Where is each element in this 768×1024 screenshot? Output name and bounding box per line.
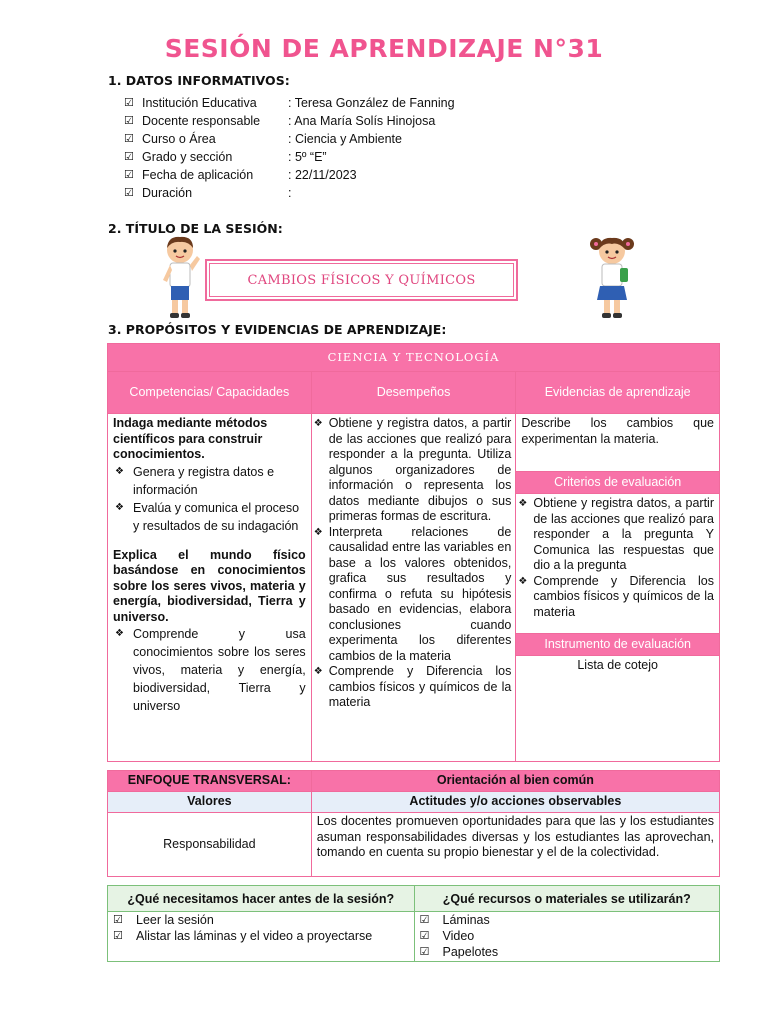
criterios-cell (516, 494, 720, 634)
instrumento-header: Instrumento de evaluación (516, 634, 720, 656)
propositos-table (107, 343, 720, 762)
datos-label: Curso o Área (142, 132, 216, 146)
antes-list (108, 912, 408, 944)
boy-student-illustration (158, 234, 202, 320)
col-header-actitudes: Actitudes y/o acciones observables (311, 792, 719, 813)
enfoque-table (107, 770, 720, 877)
section-heading-titulo: 2. TÍTULO DE LA SESIÓN: (108, 221, 283, 236)
capacidades-list (113, 463, 306, 535)
datos-value: : Ana María Solís Hinojosa (288, 114, 436, 128)
list-item: ☑ Papelotes (415, 944, 719, 960)
datos-row (124, 112, 455, 130)
datos-value: : Ciencia y Ambiente (288, 132, 402, 146)
col-header-valores: Valores (108, 792, 312, 813)
area-header: CIENCIA Y TECNOLOGÍA (108, 344, 720, 372)
preparacion-table (107, 885, 720, 962)
datos-list (124, 94, 455, 202)
datos-value: : Teresa González de Fanning (288, 96, 455, 110)
checkbox-icon: ☑ (124, 115, 134, 127)
capacidades-list (113, 625, 306, 715)
checkbox-icon: ☑ (124, 187, 134, 199)
competencia-title: Indaga mediante métodos científicos para construir conocimientos. (113, 416, 268, 461)
list-item: ❖ Obtiene y registra datos, a partir de las acciones que realizó para responder a la pregunta Y Comunica las respuestas que dio a la pregunta (518, 496, 714, 574)
list-item: ❖ Obtiene y registra datos, a partir de las acciones que realizó para responder a la pregunta. Utiliza algunos organizadores de información o representa los datos mediante dibujos o sus primeras formas de escritura. (314, 416, 512, 525)
antes-cell (108, 912, 415, 962)
list-item: ❖ Evalúa y comunica el proceso y resultados de su indagación (113, 499, 306, 535)
evidencia-cell: Describe los cambios que experimentan la materia. (516, 414, 720, 472)
section-heading-propositos: 3. PROPÓSITOS Y EVIDENCIAS DE APRENDIZAJE: (108, 322, 447, 337)
section-heading-datos: 1. DATOS INFORMATIVOS: (108, 73, 290, 88)
col-header-desempenos: Desempeños (311, 372, 516, 414)
list-item: ☑ Video (415, 928, 719, 944)
checkbox-icon: ☑ (124, 169, 134, 181)
list-item: ❖ Interpreta relaciones de causalidad entre las variables en base a los valores obtenidos, grafica sus resultados y confirma o refuta su hipótesis basado en evidencias, elabora conclusiones cuando experimenta los diferentes cambios de la materia (314, 525, 512, 665)
datos-label: Institución Educativa (142, 96, 257, 110)
datos-row (124, 148, 455, 166)
enfoque-value: Orientación al bien común (311, 771, 719, 792)
datos-row (124, 94, 455, 112)
valor-cell: Responsabilidad (108, 813, 312, 877)
desempenos-list (314, 416, 512, 711)
list-item: ❖ Comprende y Diferencia los cambios físicos y químicos de la materia (314, 664, 512, 711)
recursos-list (415, 912, 719, 960)
datos-label: Duración (142, 186, 193, 200)
datos-label: Grado y sección (142, 150, 233, 164)
criterios-list (518, 496, 714, 620)
criterios-header: Criterios de evaluación (516, 472, 720, 494)
recursos-cell (414, 912, 719, 962)
datos-row (124, 166, 455, 184)
list-item: ❖ Genera y registra datos e información (113, 463, 306, 499)
enfoque-label: ENFOQUE TRANSVERSAL: (108, 771, 312, 792)
datos-value: : 22/11/2023 (288, 168, 357, 182)
session-title-box (205, 259, 518, 301)
girl-student-illustration (590, 234, 634, 320)
datos-label: Docente responsable (142, 114, 261, 128)
list-item: ❖ Comprende y usa conocimientos sobre los seres vivos, materia y energía, biodiversidad, Tierra y universo (113, 625, 306, 715)
checkbox-icon: ☑ (124, 133, 134, 145)
checkbox-icon: ☑ (124, 97, 134, 109)
desempenos-cell (311, 414, 516, 762)
datos-label: Fecha de aplicación (142, 168, 254, 182)
list-item: ☑ Láminas (415, 912, 719, 928)
session-title: CAMBIOS FÍSICOS Y QUÍMICOS (209, 263, 514, 297)
datos-value: : 5º “E” (288, 150, 327, 164)
competencia-title: Explica el mundo físico basándose en conocimientos sobre los seres vivos, materia y energía, biodiversidad, Tierra y universo. (113, 547, 306, 624)
list-item: ☑ Leer la sesión (108, 912, 408, 928)
page-title: SESIÓN DE APRENDIZAJE N°31 (164, 34, 604, 63)
col-header-competencias: Competencias/ Capacidades (108, 372, 312, 414)
list-item: ❖ Comprende y Diferencia los cambios físicos y químicos de la materia (518, 574, 714, 621)
datos-value: : (288, 186, 292, 200)
competencias-cell (108, 414, 312, 762)
checkbox-icon: ☑ (124, 151, 134, 163)
list-item: ☑ Alistar las láminas y el video a proyectarse (108, 928, 408, 944)
datos-row (124, 130, 455, 148)
col-header-recursos: ¿Qué recursos o materiales se utilizarán? (414, 886, 719, 912)
datos-row (124, 184, 455, 202)
actitud-cell: Los docentes promueven oportunidades para que las y los estudiantes asuman responsabilidades diversas y los estudiantes las aprovechan, tomando en cuenta su propio bienestar y el de la colectividad. (311, 813, 719, 877)
col-header-evidencias: Evidencias de aprendizaje (516, 372, 720, 414)
instrumento-cell: Lista de cotejo (516, 656, 720, 762)
col-header-antes: ¿Qué necesitamos hacer antes de la sesión? (108, 886, 415, 912)
